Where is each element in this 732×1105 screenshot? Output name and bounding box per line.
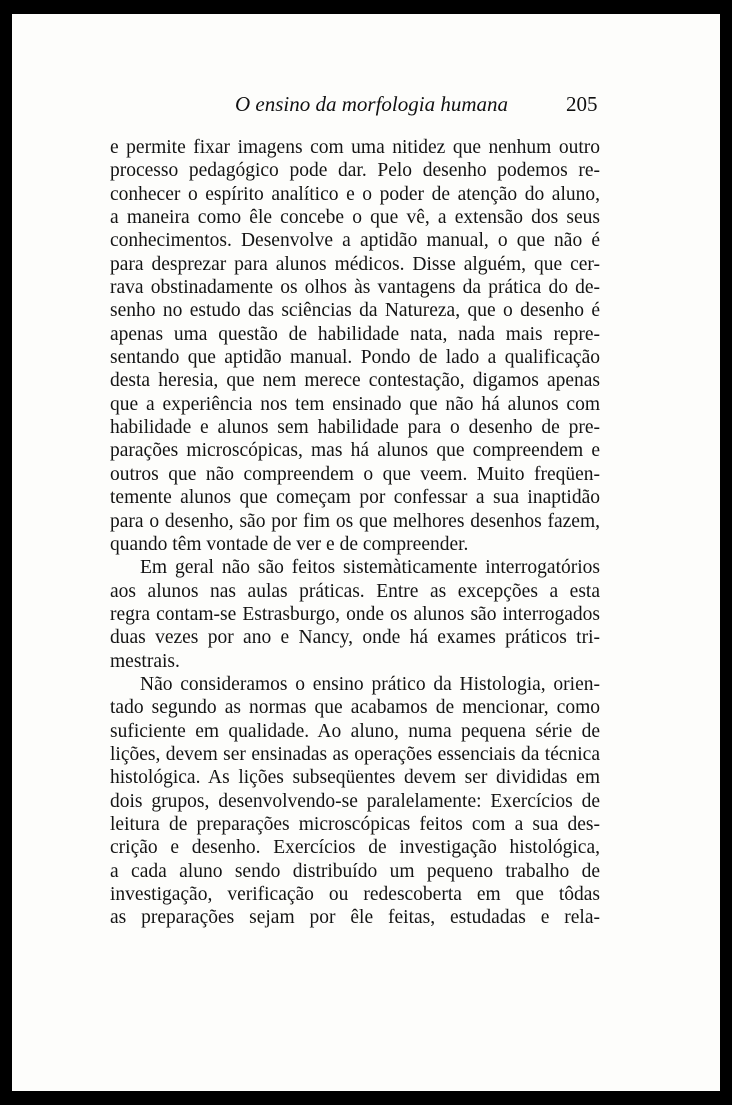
text-line: desta heresia, que nem merece contestação, digamos apenas xyxy=(110,370,600,392)
text-line: senho no estudo das sciências da Natureza, que o desenho é xyxy=(110,300,600,322)
text-line: a cada aluno sendo distribuído um pequeno trabalho de xyxy=(110,860,600,882)
text-line: que a experiência nos tem ensinado que não há alunos com xyxy=(110,393,600,415)
text-line: e permite fixar imagens com uma nitidez que nenhum outro xyxy=(110,137,600,158)
text-line: outros que não compreendem o que veem. Muito freqüen- xyxy=(110,463,600,485)
text-line: suficiente em qualidade. Ao aluno, numa pequena série de xyxy=(110,720,600,742)
text-line: apenas uma questão de habilidade nata, nada mais repre- xyxy=(110,323,600,345)
text-line: lições, devem ser ensinadas as operações essenciais da técnica xyxy=(110,743,600,765)
page-header xyxy=(100,92,620,122)
text-line: quando têm vontade de ver e de compreender. xyxy=(110,533,469,555)
body-text xyxy=(110,136,600,930)
text-line: investigação, verificação ou redescoberta em que tôdas xyxy=(110,884,600,905)
text-line: aos alunos nas aulas práticas. Entre as excepções a esta xyxy=(110,580,600,602)
text-line: a maneira como êle concebe o que vê, a extensão dos seus xyxy=(110,207,600,229)
text-line: temente alunos que começam por confessar a sua inaptidão xyxy=(110,487,600,509)
text-line: mestrais. xyxy=(110,650,180,672)
book-page xyxy=(12,14,720,1091)
text-line: para o desenho, são por fim os que melhores desenhos fazem, xyxy=(110,510,600,532)
paragraph-3 xyxy=(110,673,600,930)
text-line: Em geral não são feitos sistemàticamente interrogatórios xyxy=(140,557,600,579)
page-number: 205 xyxy=(566,92,598,116)
text-line: regra contam-se Estrasburgo, onde os alunos são interrogados xyxy=(110,603,600,625)
text-line: conhecer o espírito analítico e o poder de atenção do aluno, xyxy=(110,183,600,205)
text-line: conhecimentos. Desenvolve a aptidão manual, o que não é xyxy=(110,230,600,252)
text-line: duas vezes por ano e Nancy, onde há exames práticos tri- xyxy=(110,627,600,649)
text-line: Não consideramos o ensino prático da Histologia, orien- xyxy=(140,673,600,695)
paragraph-2 xyxy=(110,556,600,673)
text-line: habilidade e alunos sem habilidade para o desenho de pre- xyxy=(110,417,600,439)
text-line: parações microscópicas, mas há alunos que compreendem e xyxy=(110,440,600,462)
text-line: para desprezar para alunos médicos. Disse alguém, que cer- xyxy=(110,253,600,275)
text-line: dois grupos, desenvolvendo-se paralelamente: Exercícios de xyxy=(110,790,600,812)
running-title: O ensino da morfologia humana xyxy=(235,92,508,116)
text-line: histológica. As lições subseqüentes devem ser divididas em xyxy=(110,767,600,789)
paragraph-1 xyxy=(110,136,600,556)
text-line: sentando que aptidão manual. Pondo de lado a qualificação xyxy=(110,347,600,369)
text-line: as preparações sejam por êle feitas, estudadas e rela- xyxy=(110,907,600,929)
text-line: tado segundo as normas que acabamos de mencionar, como xyxy=(110,697,600,719)
text-line: rava obstinadamente os olhos às vantagens da prática do de- xyxy=(110,277,600,299)
text-line: leitura de preparações microscópicas feitos com a sua des- xyxy=(110,813,600,835)
text-line: processo pedagógico pode dar. Pelo desenho podemos re- xyxy=(110,160,600,182)
text-line: crição e desenho. Exercícios de investigação histológica, xyxy=(110,837,600,859)
